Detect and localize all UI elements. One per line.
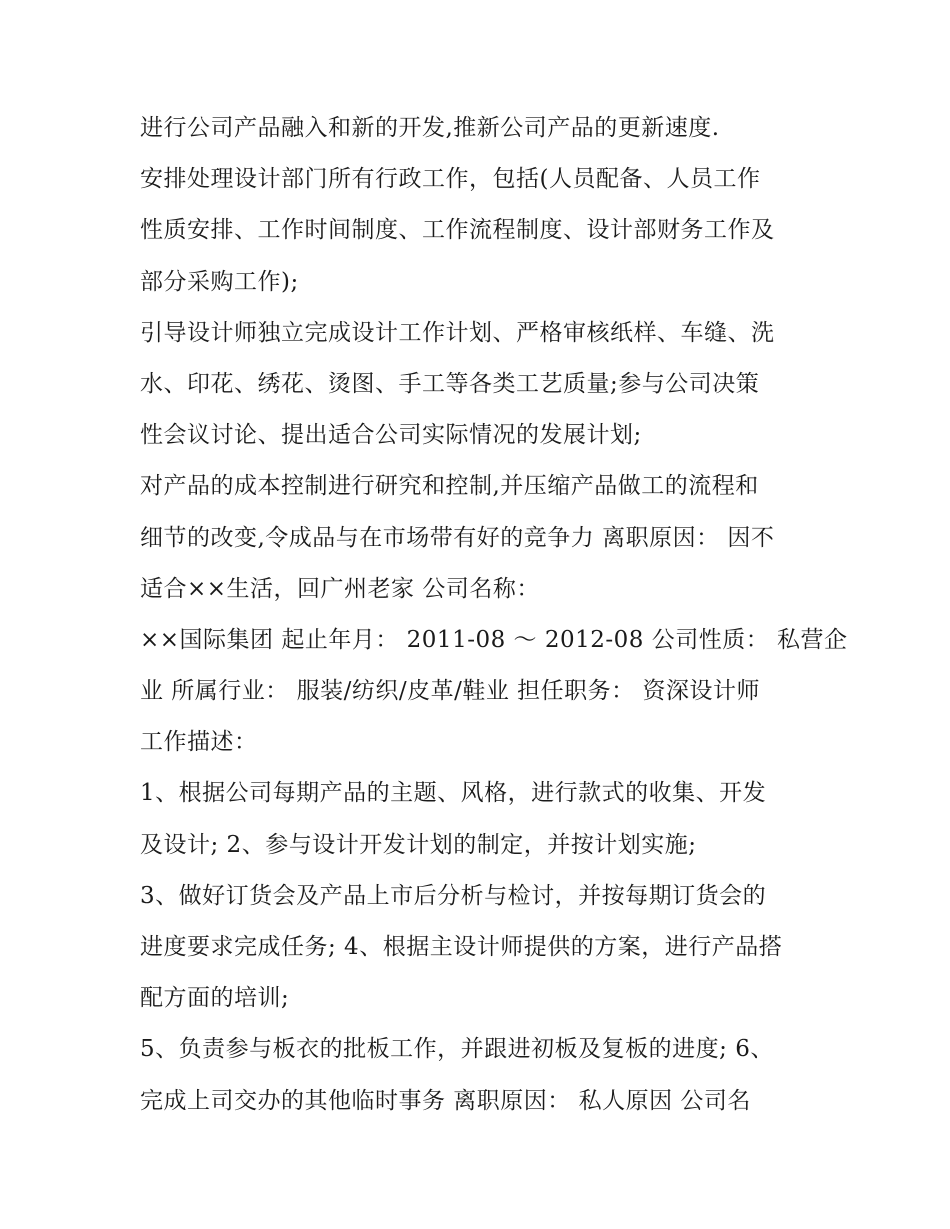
text-line: 工作描述： — [140, 729, 258, 756]
text-line: 性会议讨论、提出适合公司实际情况的发展计划; — [140, 422, 642, 449]
text-line: ××国际集团 起止年月： 2011-08 ～ 2012-08 公司性质： 私营企 — [140, 626, 848, 653]
text-line: 3、做好订货会及产品上市后分析与检讨，并按每期订货会的 — [140, 882, 767, 909]
text-line: 部分采购工作); — [140, 268, 299, 295]
text-line: 业 所属行业： 服装/纺织/皮革/鞋业 担任职务： 资深设计师 — [140, 678, 760, 705]
text-line: 细节的改变,令成品与在市场带有好的竞争力 离职原因： 因不 — [140, 524, 775, 551]
text-line: 水、印花、绣花、烫图、手工等各类工艺质量;参与公司决策 — [140, 370, 760, 397]
text-line: 引导设计师独立完成设计工作计划、严格审核纸样、车缝、洗 — [140, 319, 775, 346]
text-line: 进行公司产品融入和新的开发,推新公司产品的更新速度. — [140, 115, 720, 141]
text-line: 配方面的培训; — [140, 985, 290, 1012]
text-line: 5、负责参与板衣的批板工作，并跟进初板及复板的进度; 6、 — [140, 1036, 774, 1063]
text-line: 安排处理设计部门所有行政工作，包括(人员配备、人员工作 — [140, 166, 761, 193]
text-line: 进度要求完成任务; 4、根据主设计师提供的方案，进行产品搭 — [140, 934, 783, 960]
document-body — [140, 103, 848, 1127]
text-line: 完成上司交办的其他临时事务 离职原因： 私人原因 公司名 — [140, 1087, 751, 1114]
text-line: 性质安排、工作时间制度、工作流程制度、设计部财务工作及 — [140, 217, 775, 244]
text-line: 对产品的成本控制进行研究和控制,并压缩产品做工的流程和 — [140, 473, 759, 500]
text-line: 及设计; 2、参与设计开发计划的制定，并按计划实施; — [140, 831, 697, 858]
text-line: 1、根据公司每期产品的主题、风格，进行款式的收集、开发 — [140, 780, 767, 807]
text-line: 适合××生活，回广州老家 公司名称： — [140, 575, 540, 602]
